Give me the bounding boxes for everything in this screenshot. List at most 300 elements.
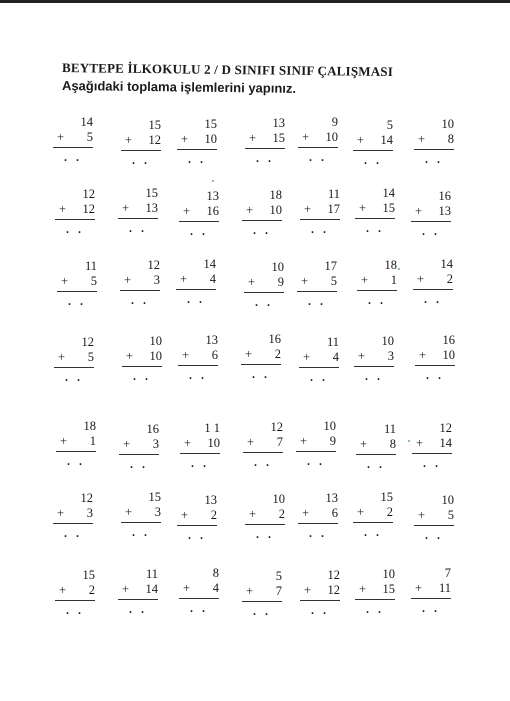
answer-line: [300, 219, 340, 220]
addition-problem: [300, 187, 350, 247]
addend-top: 7: [444, 566, 451, 580]
addition-problem: [245, 492, 295, 552]
answer-blank[interactable]: . .: [129, 602, 147, 616]
addition-problem: [179, 189, 229, 249]
addend-top: 11: [383, 422, 396, 436]
addition-problem: [298, 115, 348, 175]
plus-sign: +: [247, 435, 255, 449]
plus-sign: +: [57, 130, 65, 144]
addition-problem: [55, 568, 105, 628]
addition-problem: [56, 419, 106, 479]
addition-problem: [300, 568, 350, 628]
answer-blank[interactable]: . .: [130, 457, 148, 471]
answer-line: [296, 451, 336, 452]
plus-sign: +: [182, 348, 190, 362]
answer-blank[interactable]: . .: [426, 368, 444, 382]
answer-blank[interactable]: . .: [68, 294, 86, 308]
addition-problem: [353, 118, 403, 178]
addition-problem: [57, 259, 107, 319]
answer-line: [55, 600, 95, 601]
answer-blank[interactable]: . .: [422, 601, 440, 615]
answer-blank[interactable]: . .: [422, 224, 440, 238]
plus-sign: +: [58, 350, 66, 364]
answer-line: [241, 364, 281, 365]
answer-blank[interactable]: . .: [64, 526, 82, 540]
answer-line: [414, 525, 454, 526]
addition-problem: [119, 422, 169, 482]
addition-problem: [242, 569, 292, 629]
answer-line: [300, 600, 340, 601]
addend-bottom: 4: [209, 272, 216, 286]
answer-blank[interactable]: . .: [366, 602, 384, 616]
answer-line: [242, 220, 282, 221]
addition-problem: [299, 335, 349, 395]
addend-top: 16: [268, 332, 281, 346]
answer-blank[interactable]: . .: [311, 603, 329, 617]
plus-sign: +: [301, 274, 309, 288]
answer-line: [245, 148, 285, 149]
addend-top: 13: [204, 493, 217, 507]
answer-line: [411, 598, 451, 599]
answer-line: [178, 365, 218, 366]
page-instructions: Aşağıdaki toplama işlemlerini yapınız.: [61, 78, 297, 96]
addend-bottom: 12: [82, 202, 95, 216]
plus-sign: +: [183, 581, 191, 595]
addition-problem: [411, 189, 461, 249]
ink-speck: [408, 440, 410, 442]
answer-blank[interactable]: . .: [191, 456, 209, 470]
plus-sign: +: [183, 204, 191, 218]
addend-top: 10: [381, 334, 394, 348]
addition-problem: [415, 333, 465, 393]
plus-sign: +: [303, 350, 311, 364]
plus-sign: +: [304, 202, 312, 216]
addend-bottom: 1: [89, 434, 96, 448]
addition-problem: [244, 260, 294, 320]
answer-blank[interactable]: . .: [423, 456, 441, 470]
addend-top: 13: [206, 189, 219, 203]
addend-bottom: 7: [275, 584, 282, 598]
addition-problem: [178, 333, 228, 393]
addition-problem: [355, 186, 405, 246]
answer-blank[interactable]: . .: [65, 370, 83, 384]
answer-blank[interactable]: . .: [66, 222, 84, 236]
answer-blank[interactable]: . .: [189, 368, 207, 382]
addition-problem: [122, 334, 172, 394]
addend-top: 11: [327, 187, 340, 201]
addition-problem: [356, 422, 406, 482]
addend-bottom: 15: [382, 582, 395, 596]
addend-top: 15: [380, 490, 393, 504]
addend-bottom: 10: [269, 203, 282, 217]
addend-bottom: 13: [438, 204, 451, 218]
answer-line: [412, 453, 452, 454]
answer-line: [179, 221, 219, 222]
plus-sign: +: [302, 506, 310, 520]
plus-sign: +: [180, 272, 188, 286]
addend-bottom: 3: [152, 437, 159, 451]
addend-bottom: 5: [447, 508, 454, 522]
answer-line: [411, 221, 451, 222]
addend-top: 16: [442, 333, 455, 347]
plus-sign: +: [181, 132, 189, 146]
plus-sign: +: [60, 434, 68, 448]
answer-blank[interactable]: . .: [424, 292, 442, 306]
addition-problem: [121, 118, 171, 178]
plus-sign: +: [357, 505, 365, 519]
addend-bottom: 10: [204, 132, 217, 146]
answer-blank[interactable]: . .: [364, 525, 382, 539]
addend-bottom: 5: [330, 274, 337, 288]
addition-problem: [353, 490, 403, 550]
addend-bottom: 5: [90, 274, 97, 288]
answer-blank[interactable]: . .: [425, 528, 443, 542]
answer-line: [53, 147, 93, 148]
answer-blank[interactable]: . .: [256, 151, 274, 165]
addition-problem: [414, 493, 464, 553]
plus-sign: +: [419, 348, 427, 362]
answer-line: [353, 522, 393, 523]
addition-problem: [118, 567, 168, 627]
answer-blank[interactable]: . .: [256, 527, 274, 541]
addend-top: 12: [147, 258, 160, 272]
addend-bottom: 10: [207, 436, 220, 450]
plus-sign: +: [415, 581, 423, 595]
addend-bottom: 6: [331, 506, 338, 520]
addend-bottom: 2: [446, 272, 453, 286]
plus-sign: +: [415, 204, 423, 218]
answer-blank[interactable]: . .: [365, 369, 383, 383]
addend-top: 18: [269, 188, 282, 202]
addition-problem: [55, 187, 105, 247]
addition-problem: [245, 116, 295, 176]
answer-line: [56, 451, 96, 452]
addend-bottom: 3: [86, 506, 93, 520]
plus-sign: +: [360, 437, 368, 451]
addition-problem: [179, 566, 229, 626]
answer-line: [245, 524, 285, 525]
addition-problem: [121, 490, 171, 550]
addend-bottom: 16: [206, 204, 219, 218]
addend-bottom: 7: [276, 435, 283, 449]
answer-line: [118, 218, 158, 219]
ink-speck: [398, 268, 400, 270]
answer-blank[interactable]: . .: [129, 221, 147, 235]
answer-blank[interactable]: . .: [309, 150, 327, 164]
answer-line: [357, 290, 397, 291]
addend-top: 14: [382, 186, 395, 200]
answer-line: [54, 367, 94, 368]
answer-blank[interactable]: . .: [366, 221, 384, 235]
addend-top: 15: [148, 118, 161, 132]
addend-top: 10: [271, 260, 284, 274]
answer-blank[interactable]: . .: [252, 367, 270, 381]
answer-blank[interactable]: . .: [253, 223, 271, 237]
answer-blank[interactable]: . .: [310, 370, 328, 384]
addend-bottom: 5: [86, 130, 93, 144]
answer-line: [353, 150, 393, 151]
addend-top: 15: [82, 568, 95, 582]
addend-bottom: 8: [389, 437, 396, 451]
addend-top: 12: [327, 568, 340, 582]
addition-problem: [180, 421, 230, 481]
answer-blank[interactable]: . .: [64, 150, 82, 164]
addend-top: 12: [80, 491, 93, 505]
addition-problem: [414, 117, 464, 177]
answer-blank[interactable]: . .: [254, 455, 272, 469]
addition-problem: [120, 258, 170, 318]
answer-blank[interactable]: . .: [309, 526, 327, 540]
addend-bottom: 11: [438, 581, 451, 595]
addition-problem: [53, 115, 103, 175]
addition-problem: [53, 491, 103, 551]
addend-bottom: 12: [148, 133, 161, 147]
answer-line: [118, 599, 158, 600]
addend-top: 10: [441, 117, 454, 131]
answer-line: [180, 453, 220, 454]
answer-blank[interactable]: . .: [187, 292, 205, 306]
answer-blank[interactable]: . .: [425, 152, 443, 166]
plus-sign: +: [359, 201, 367, 215]
addend-top: 13: [205, 333, 218, 347]
answer-blank[interactable]: . .: [308, 294, 326, 308]
addend-bottom: 8: [447, 132, 454, 146]
plus-sign: +: [181, 508, 189, 522]
plus-sign: +: [126, 349, 134, 363]
plus-sign: +: [246, 584, 254, 598]
addend-top: 10: [149, 334, 162, 348]
addend-top: 10: [323, 419, 336, 433]
addend-top: 12: [270, 420, 283, 434]
addend-bottom: 2: [274, 347, 281, 361]
addition-problem: [177, 117, 227, 177]
answer-line: [179, 598, 219, 599]
plus-sign: +: [417, 272, 425, 286]
addend-top: 12: [82, 187, 95, 201]
plus-sign: +: [249, 131, 257, 145]
answer-line: [244, 292, 284, 293]
plus-sign: +: [357, 133, 365, 147]
plus-sign: +: [124, 273, 132, 287]
addend-bottom: 4: [212, 581, 219, 595]
addend-top: 10: [272, 492, 285, 506]
plus-sign: +: [59, 583, 67, 597]
answer-line: [119, 454, 159, 455]
answer-line: [57, 291, 97, 292]
plus-sign: +: [122, 201, 130, 215]
plus-sign: +: [122, 582, 130, 596]
answer-blank[interactable]: . .: [307, 454, 325, 468]
addend-top: 8: [212, 566, 219, 580]
addition-problem: [118, 186, 168, 246]
addition-problem: [296, 419, 346, 479]
addend-bottom: 10: [442, 348, 455, 362]
addition-problem: [354, 334, 404, 394]
addend-bottom: 1: [390, 273, 397, 287]
answer-blank[interactable]: . .: [367, 457, 385, 471]
answer-blank[interactable]: . .: [67, 454, 85, 468]
addition-problem: [413, 257, 463, 317]
answer-blank[interactable]: . .: [190, 601, 208, 615]
addend-bottom: 3: [387, 349, 394, 363]
addend-top: 11: [326, 335, 339, 349]
answer-line: [53, 523, 93, 524]
addend-top: 13: [325, 491, 338, 505]
addition-problem: [355, 567, 405, 627]
addend-bottom: 6: [211, 348, 218, 362]
answer-line: [413, 289, 453, 290]
addend-top: 16: [438, 189, 451, 203]
plus-sign: +: [359, 582, 367, 596]
answer-blank[interactable]: . .: [66, 603, 84, 617]
plus-sign: +: [416, 436, 424, 450]
addend-top: 1 1: [204, 421, 220, 435]
answer-line: [55, 219, 95, 220]
addend-top: 14: [440, 257, 453, 271]
plus-sign: +: [302, 130, 310, 144]
addend-bottom: 2: [88, 583, 95, 597]
addition-problem: [241, 332, 291, 392]
answer-line: [243, 452, 283, 453]
addend-bottom: 3: [154, 505, 161, 519]
answer-line: [356, 454, 396, 455]
addend-bottom: 15: [272, 131, 285, 145]
addend-bottom: 13: [145, 201, 158, 215]
addition-problem: [412, 421, 462, 481]
plus-sign: +: [300, 434, 308, 448]
answer-blank[interactable]: . .: [132, 525, 150, 539]
addend-bottom: 5: [87, 350, 94, 364]
answer-line: [176, 289, 216, 290]
plus-sign: +: [125, 133, 133, 147]
answer-line: [415, 365, 455, 366]
ink-speck: [212, 180, 214, 182]
answer-line: [354, 366, 394, 367]
addend-bottom: 4: [332, 350, 339, 364]
addend-top: 14: [203, 257, 216, 271]
answer-line: [122, 366, 162, 367]
addition-problem: [243, 420, 293, 480]
addend-top: 15: [148, 490, 161, 504]
plus-sign: +: [358, 349, 366, 363]
addend-bottom: 12: [327, 583, 340, 597]
page-title: BEYTEPE İLKOKULU 2 / D SINIFI SINIF ÇALIŞMASI: [61, 60, 394, 80]
addend-top: 18: [384, 258, 397, 272]
answer-blank[interactable]: . .: [131, 293, 149, 307]
answer-line: [297, 291, 337, 292]
addition-problem: [357, 258, 407, 318]
addend-bottom: 10: [149, 349, 162, 363]
plus-sign: +: [418, 132, 426, 146]
addend-top: 16: [146, 422, 159, 436]
addend-bottom: 14: [380, 133, 393, 147]
addend-top: 12: [439, 421, 452, 435]
answer-line: [355, 599, 395, 600]
addend-bottom: 2: [210, 508, 217, 522]
answer-blank[interactable]: . .: [132, 153, 150, 167]
plus-sign: +: [249, 507, 257, 521]
answer-line: [242, 601, 282, 602]
plus-sign: +: [59, 202, 67, 216]
addend-bottom: 3: [153, 273, 160, 287]
addend-top: 18: [83, 419, 96, 433]
answer-line: [355, 218, 395, 219]
addend-bottom: 2: [278, 507, 285, 521]
addend-top: 10: [382, 567, 395, 581]
addend-top: 14: [80, 115, 93, 129]
addend-top: 11: [84, 259, 97, 273]
answer-line: [414, 149, 454, 150]
addend-bottom: 9: [277, 275, 284, 289]
addend-top: 5: [386, 118, 393, 132]
plus-sign: +: [248, 275, 256, 289]
addend-top: 15: [204, 117, 217, 131]
answer-line: [298, 523, 338, 524]
answer-line: [298, 147, 338, 148]
addend-top: 13: [272, 116, 285, 130]
addition-problem: [176, 257, 226, 317]
plus-sign: +: [246, 203, 254, 217]
answer-blank[interactable]: . .: [255, 295, 273, 309]
addition-problem: [242, 188, 292, 248]
plus-sign: +: [57, 506, 65, 520]
addend-bottom: 10: [325, 130, 338, 144]
addend-top: 5: [275, 569, 282, 583]
answer-blank[interactable]: . .: [133, 369, 151, 383]
answer-line: [177, 149, 217, 150]
plus-sign: +: [184, 436, 192, 450]
addend-top: 11: [145, 567, 158, 581]
plus-sign: +: [304, 583, 312, 597]
addition-problem: [298, 491, 348, 551]
answer-blank[interactable]: . .: [253, 604, 271, 618]
addend-bottom: 15: [382, 201, 395, 215]
answer-line: [121, 522, 161, 523]
addend-bottom: 14: [439, 436, 452, 450]
answer-blank[interactable]: . .: [364, 153, 382, 167]
addition-problem: [411, 566, 461, 626]
addend-top: 9: [331, 115, 338, 129]
answer-line: [121, 150, 161, 151]
page-top-edge: [0, 0, 510, 3]
answer-line: [299, 367, 339, 368]
answer-blank[interactable]: . .: [188, 528, 206, 542]
addition-problem: [177, 493, 227, 553]
plus-sign: +: [61, 274, 69, 288]
addition-problem: [54, 335, 104, 395]
addend-top: 12: [81, 335, 94, 349]
answer-line: [177, 525, 217, 526]
plus-sign: +: [125, 505, 133, 519]
addend-top: 10: [441, 493, 454, 507]
plus-sign: +: [361, 273, 369, 287]
plus-sign: +: [418, 508, 426, 522]
addend-bottom: 2: [386, 505, 393, 519]
addend-bottom: 14: [145, 582, 158, 596]
addend-top: 17: [324, 259, 337, 273]
answer-blank[interactable]: . .: [188, 152, 206, 166]
answer-line: [120, 290, 160, 291]
addend-bottom: 9: [329, 434, 336, 448]
addend-top: 15: [145, 186, 158, 200]
answer-blank[interactable]: . .: [368, 293, 386, 307]
addend-bottom: 17: [327, 202, 340, 216]
plus-sign: +: [123, 437, 131, 451]
answer-blank[interactable]: . .: [190, 224, 208, 238]
plus-sign: +: [245, 347, 253, 361]
addition-problem: [297, 259, 347, 319]
answer-blank[interactable]: . .: [311, 222, 329, 236]
